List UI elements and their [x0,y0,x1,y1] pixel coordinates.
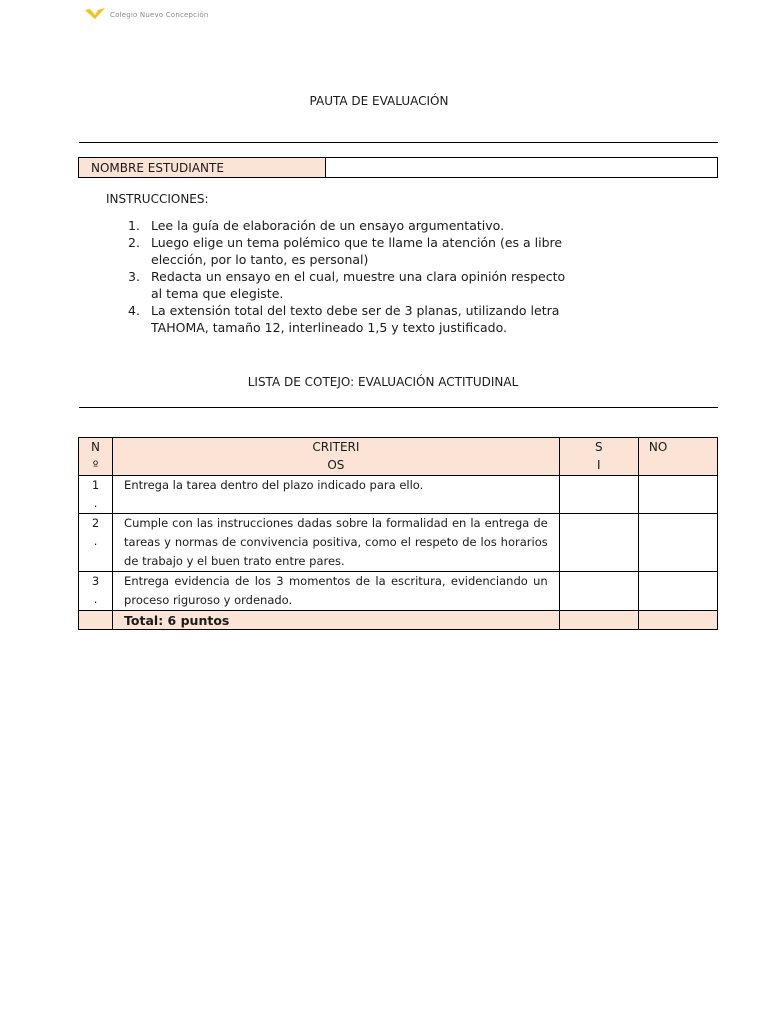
instruction-text: Lee la guía de elaboración de un ensayo argumentativo. [151,218,505,233]
instruction-text: al tema que elegiste. [151,286,284,301]
instruction-item [128,268,668,302]
total-label: Total: 6 puntos [113,611,560,630]
si-check-cell[interactable] [559,476,638,514]
instruction-text: elección, por lo tanto, es personal) [151,252,369,267]
instruction-number: 2. [128,235,140,250]
instruction-text: La extensión total del texto debe ser de 3 planas, utilizando letra [151,303,560,318]
table-row [79,514,718,572]
school-logo [84,6,208,22]
column-header-no: NO [638,438,717,476]
school-crest-icon [84,6,106,20]
instruction-item [128,217,668,234]
column-header-number: N º [79,438,113,476]
criterion-text: Cumple con las instrucciones dadas sobre la formalidad en la entrega de tareas y normas de convivencia positiva, como el respeto de los horarios de trabajo y el buen trato entre pares. [113,514,560,572]
table-row [79,572,718,611]
instructions-heading: INSTRUCCIONES: [106,192,209,206]
no-check-cell[interactable] [638,476,717,514]
school-name-text: Colegio Nuevo Concepción [110,11,209,19]
total-number-cell [79,611,113,630]
student-name-field[interactable] [326,158,718,178]
total-no-cell [638,611,717,630]
instruction-number: 3. [128,269,140,284]
instruction-text: Redacta un ensayo en el cual, muestre una clara opinión respecto [151,269,566,284]
table-header-row [79,438,718,476]
student-name-label: NOMBRE ESTUDIANTE [79,158,326,178]
instruction-text: Luego elige un tema polémico que te llame la atención (es a libre [151,235,563,250]
no-check-cell[interactable] [638,514,717,572]
criteria-table [78,437,718,630]
si-check-cell[interactable] [559,572,638,611]
column-header-si: S I [559,438,638,476]
row-number: 1 . [79,476,113,514]
row-number: 2 . [79,514,113,572]
criterion-text: Entrega evidencia de los 3 momentos de la escritura, evidenciando un proceso riguroso y ordenado. [113,572,560,611]
no-check-cell[interactable] [638,572,717,611]
divider-top [79,142,718,143]
si-check-cell[interactable] [559,514,638,572]
checklist-title: LISTA DE COTEJO: EVALUACIÓN ACTITUDINAL [247,375,519,389]
total-si-cell [559,611,638,630]
instruction-item [128,302,668,336]
instruction-item [128,234,668,268]
divider-checklist [79,407,718,408]
row-number: 3 . [79,572,113,611]
total-row [79,611,718,630]
student-name-table [78,157,718,178]
instruction-text: TAHOMA, tamaño 12, interlineado 1,5 y texto justificado. [151,320,507,335]
column-header-criteria: CRITERI OS [113,438,560,476]
instruction-number: 4. [128,303,140,318]
instructions-list [128,217,668,336]
instruction-number: 1. [128,218,140,233]
table-row [79,476,718,514]
page-title: PAUTA DE EVALUACIÓN [309,94,449,108]
criterion-text: Entrega la tarea dentro del plazo indicado para ello. [113,476,560,514]
